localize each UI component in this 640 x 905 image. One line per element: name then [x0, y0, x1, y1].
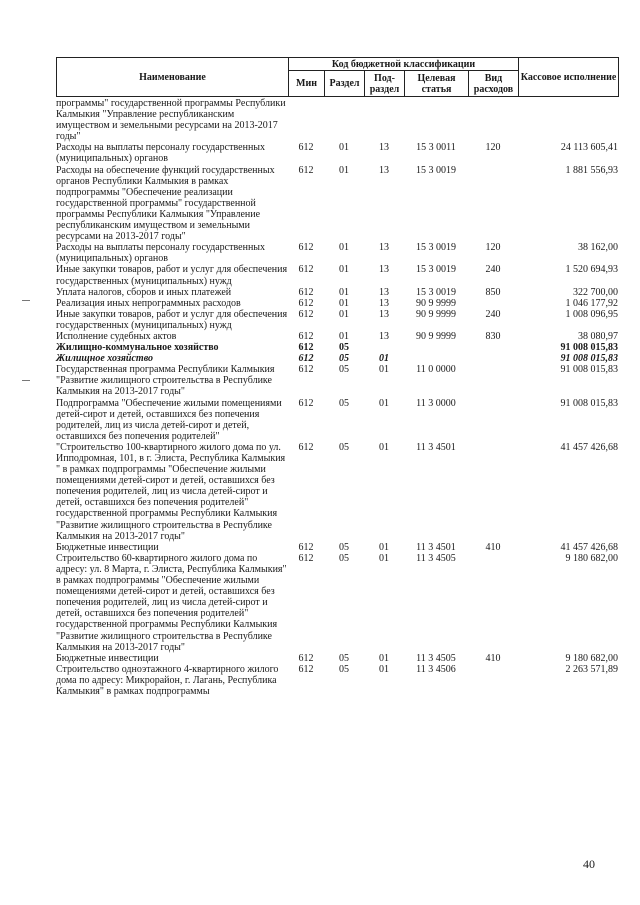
cell-min: 612	[298, 264, 314, 276]
cell-amount: 1 046 177,92	[565, 297, 618, 309]
cell-amount: 41 457 426,68	[560, 541, 618, 553]
cell-razdel: 01	[339, 297, 349, 309]
cell-tselevaya: 11 3 4501	[416, 541, 456, 553]
budget-table	[56, 57, 618, 697]
cell-podrazdel: 01	[379, 441, 389, 453]
cell-name: Расходы на обеспечение функций государственных органов Республики Калмыкия в рамках подпрограммы "Обеспечение реализации государственной программы" государственной программы Республики Калмыкия "Управление республиканским имуществом и земельными ресурсами на 2013-2017 годы"	[56, 164, 275, 243]
cell-amount: 91 008 015,83	[560, 353, 618, 365]
header-podrazdel: Под-раздел	[365, 71, 405, 97]
cell-razdel: 05	[339, 663, 349, 675]
margin-mark	[22, 300, 30, 301]
cell-tselevaya: 15 3 0019	[416, 164, 456, 176]
cell-name: Строительство одноэтажного 4-квартирного жилого дома по адресу: Микрорайон, г. Лагань, Республика Калмыкия" в рамках подпрограммы	[56, 663, 279, 697]
cell-razdel: 05	[339, 652, 349, 664]
cell-tselevaya: 90 9 9999	[416, 330, 456, 342]
cell-tselevaya: 11 3 4505	[416, 552, 456, 564]
cell-podrazdel: 01	[379, 552, 389, 564]
table-row	[56, 353, 618, 364]
table-row	[56, 264, 618, 286]
table-row	[56, 342, 618, 353]
cell-name: "Строительство 100-квартирного жилого дома по ул. Ипподромная, 101, в г. Элиста, Республика Калмыкия " в рамках подпрограммы "Обеспечение жилыми помещениями детей-сирот и детей, оставшихся без попечения родителей, лиц из числа детей-сирот и детей, оставшихся без попечения родителей" государственной программы Республики Калмыкия "Развитие жилищного строительства в Республике Калмыкия на 2013-2017 годы"	[56, 441, 286, 542]
cell-vid	[468, 165, 518, 243]
cell-tselevaya: 90 9 9999	[416, 297, 456, 309]
cell-vid	[468, 364, 518, 397]
cell-amount	[518, 98, 618, 142]
cell-vid	[468, 664, 518, 697]
cell-razdel: 01	[339, 242, 349, 254]
cell-amount: 2 263 571,89	[565, 663, 618, 675]
cell-razdel: 05	[339, 552, 349, 564]
cell-podrazdel: 13	[379, 242, 389, 254]
header-vid: Вид расходов	[469, 71, 519, 97]
table-row	[56, 98, 618, 142]
header-min: Мин	[289, 71, 325, 97]
cell-vid: 120	[485, 142, 501, 154]
cell-min: 612	[298, 142, 314, 154]
cell-podrazdel: 13	[379, 330, 389, 342]
cell-podrazdel: 13	[379, 297, 389, 309]
cell-vid	[468, 353, 518, 364]
cell-razdel: 05	[339, 397, 349, 409]
cell-name: Жилищное хозяйство	[56, 353, 154, 365]
margin-mark	[22, 380, 30, 381]
cell-vid: 830	[485, 330, 501, 342]
table-header	[56, 57, 619, 97]
cell-tselevaya: 11 0 0000	[416, 364, 456, 376]
cell-min: 612	[298, 441, 314, 453]
cell-tselevaya	[404, 353, 468, 364]
cell-razdel: 01	[339, 330, 349, 342]
cell-name: Реализация иных непрограммных расходов	[56, 297, 241, 309]
cell-min: 612	[298, 164, 314, 176]
cell-min: 612	[298, 364, 314, 376]
cell-razdel: 05	[339, 441, 349, 453]
cell-vid: 120	[485, 242, 501, 254]
cell-min: 612	[298, 297, 314, 309]
cell-min: 612	[298, 652, 314, 664]
cell-min: 612	[298, 397, 314, 409]
cell-name: программы" государственной программы Республики Калмыкия "Управление республиканским имуществом и земельными ресурсами на 2013-2017 годы"	[56, 98, 286, 143]
cell-amount: 41 457 426,68	[560, 441, 618, 453]
cell-podrazdel: 13	[379, 308, 389, 320]
cell-podrazdel: 13	[379, 286, 389, 298]
cell-tselevaya: 15 3 0019	[416, 242, 456, 254]
table-row	[56, 287, 618, 298]
cell-amount: 24 113 605,41	[560, 142, 618, 154]
cell-vid	[468, 342, 518, 353]
cell-razdel: 01	[339, 286, 349, 298]
cell-razdel: 05	[339, 353, 349, 365]
table-row	[56, 653, 618, 664]
cell-vid: 410	[485, 652, 501, 664]
cell-min: 612	[298, 308, 314, 320]
table-row	[56, 165, 618, 243]
table-row	[56, 542, 618, 553]
cell-razdel: 05	[339, 541, 349, 553]
cell-min: 612	[298, 541, 314, 553]
table-row	[56, 553, 618, 653]
cell-amount: 91 008 015,83	[560, 364, 618, 376]
table-row	[56, 298, 618, 309]
cell-podrazdel: 13	[379, 264, 389, 276]
cell-min: 612	[298, 353, 314, 365]
cell-amount: 1 881 556,93	[565, 164, 618, 176]
cell-min: 612	[298, 663, 314, 675]
cell-podrazdel	[364, 342, 404, 353]
cell-podrazdel: 01	[379, 397, 389, 409]
table-row	[56, 442, 618, 542]
cell-tselevaya	[404, 98, 468, 142]
cell-amount: 1 520 694,93	[565, 264, 618, 276]
cell-vid	[468, 442, 518, 542]
table-row	[56, 398, 618, 442]
cell-vid	[468, 553, 518, 653]
cell-tselevaya: 15 3 0019	[416, 264, 456, 276]
cell-podrazdel: 13	[379, 164, 389, 176]
table-row	[56, 142, 618, 164]
cell-tselevaya: 90 9 9999	[416, 308, 456, 320]
cell-min: 612	[298, 342, 314, 354]
header-tselevaya: Целевая статья	[405, 71, 469, 97]
cell-name: Жилищно-коммунальное хозяйство	[56, 342, 219, 354]
cell-vid: 240	[485, 264, 501, 276]
cell-name: Иные закупки товаров, работ и услуг для обеспечения государственных (муниципальных) нужд	[56, 264, 288, 287]
cell-name: Расходы на выплаты персоналу государственных (муниципальных) органов	[56, 142, 266, 165]
cell-amount: 322 700,00	[573, 286, 618, 298]
cell-min: 612	[298, 330, 314, 342]
cell-razdel: 01	[339, 308, 349, 320]
cell-vid: 240	[485, 308, 501, 320]
cell-tselevaya: 11 3 4506	[416, 663, 456, 675]
header-code-group: Код бюджетной классификации	[289, 58, 519, 71]
cell-amount: 91 008 015,83	[560, 397, 618, 409]
cell-amount: 38 080,97	[578, 330, 618, 342]
cell-razdel	[324, 98, 364, 142]
cell-name: Подпрограмма "Обеспечение жилыми помещениями детей-сирот и детей, оставшихся без попечения родителей, лиц из числа детей-сирот и детей, оставшихся без попечения родителей"	[56, 397, 282, 442]
cell-vid	[468, 98, 518, 142]
table-row	[56, 331, 618, 342]
table-row	[56, 664, 618, 697]
header-kassovoe: Кассовое исполнение	[519, 58, 619, 97]
cell-podrazdel: 01	[379, 663, 389, 675]
cell-name: Иные закупки товаров, работ и услуг для обеспечения государственных (муниципальных) нужд	[56, 308, 288, 331]
cell-podrazdel: 01	[379, 541, 389, 553]
cell-amount: 38 162,00	[578, 242, 618, 254]
header-razdel: Раздел	[325, 71, 365, 97]
cell-razdel: 01	[339, 142, 349, 154]
header-name: Наименование	[57, 58, 289, 97]
cell-vid: 410	[485, 541, 501, 553]
cell-name: Бюджетные инвестиции	[56, 652, 159, 664]
cell-min: 612	[298, 552, 314, 564]
cell-min: 612	[298, 286, 314, 298]
cell-podrazdel: 13	[379, 142, 389, 154]
table-body	[56, 98, 618, 697]
cell-tselevaya: 11 3 4501	[416, 441, 456, 453]
cell-podrazdel	[364, 98, 404, 142]
cell-name: Расходы на выплаты персоналу государственных (муниципальных) органов	[56, 242, 266, 265]
cell-tselevaya	[404, 342, 468, 353]
page-number: 40	[583, 857, 595, 871]
cell-razdel: 05	[339, 364, 349, 376]
cell-tselevaya: 11 3 0000	[416, 397, 456, 409]
cell-tselevaya: 15 3 0019	[416, 286, 456, 298]
cell-podrazdel: 01	[379, 364, 389, 376]
cell-podrazdel: 01	[379, 652, 389, 664]
cell-name: Строительство 60-квартирного жилого дома по адресу: ул. 8 Марта, г. Элиста, Республика Калмыкия" в рамках подпрограммы "Обеспечение жилыми помещениями детей-сирот и детей, оставшихся без попечения родителей, лиц из числа детей-сирот и детей, оставшихся без попечения родителей" государственной программы Республики Калмыкия "Развитие жилищного строительства в Республике Калмыкия на 2013-2017 годы"	[56, 552, 287, 653]
table-row	[56, 364, 618, 397]
cell-razdel: 05	[339, 342, 349, 354]
table-row	[56, 309, 618, 331]
cell-razdel: 01	[339, 164, 349, 176]
cell-podrazdel: 01	[379, 353, 389, 365]
cell-tselevaya: 11 3 4505	[416, 652, 456, 664]
cell-razdel: 01	[339, 264, 349, 276]
cell-name: Уплата налогов, сборов и иных платежей	[56, 286, 232, 298]
cell-vid	[468, 298, 518, 309]
cell-name: Бюджетные инвестиции	[56, 541, 159, 553]
cell-tselevaya: 15 3 0011	[416, 142, 456, 154]
cell-min	[288, 98, 324, 142]
cell-amount: 1 008 096,95	[565, 308, 618, 320]
cell-amount: 91 008 015,83	[560, 342, 618, 354]
cell-name: Исполнение судебных актов	[56, 330, 177, 342]
cell-vid: 850	[485, 286, 501, 298]
cell-min: 612	[298, 242, 314, 254]
cell-name: Государственная программа Республики Калмыкия "Развитие жилищного строительства в Республике Калмыкия на 2013-2017 годы"	[56, 364, 275, 398]
table-row	[56, 242, 618, 264]
cell-vid	[468, 398, 518, 442]
cell-amount: 9 180 682,00	[565, 652, 618, 664]
cell-amount: 9 180 682,00	[565, 552, 618, 564]
